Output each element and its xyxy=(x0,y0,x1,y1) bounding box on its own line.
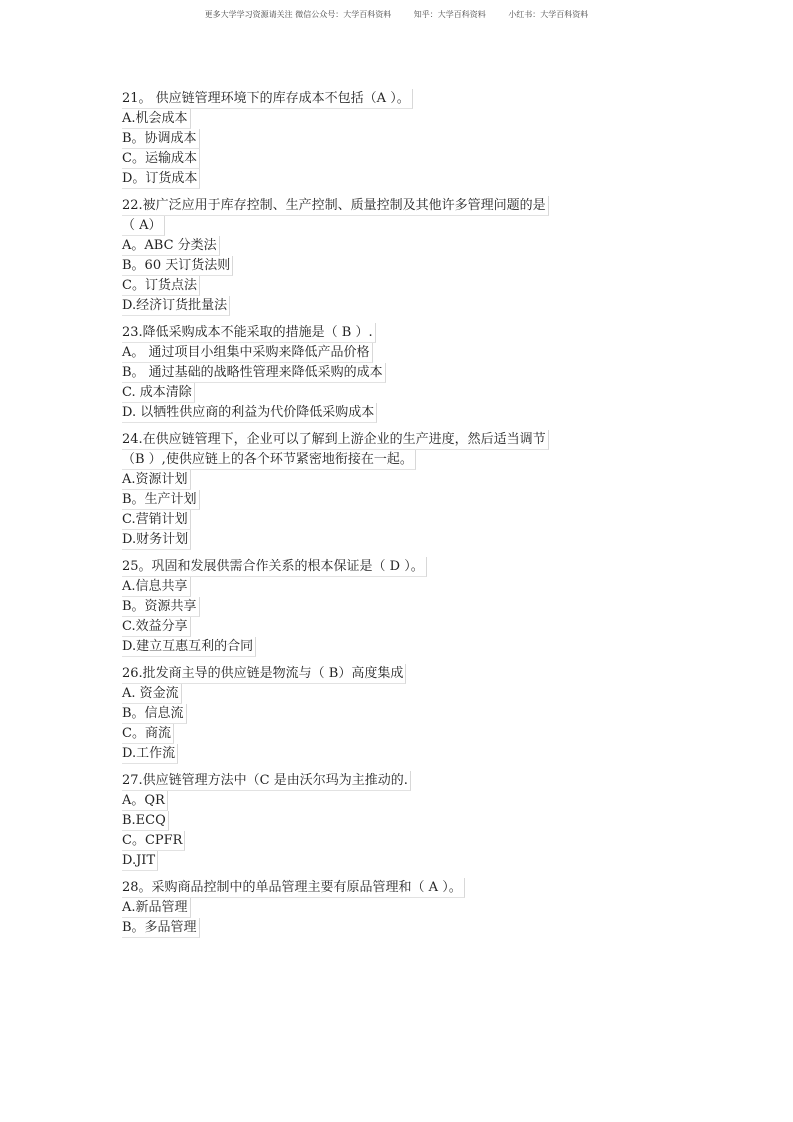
option-c: C。CPFR xyxy=(122,831,185,851)
option-a: A。ABC 分类法 xyxy=(122,236,220,256)
option-c: C。商流 xyxy=(122,724,174,744)
question-26 xyxy=(122,664,602,764)
option-b: B。协调成本 xyxy=(122,129,200,149)
question-24 xyxy=(122,430,602,550)
option-d: D.经济订货批量法 xyxy=(122,296,230,316)
option-c: C。订货点法 xyxy=(122,276,200,296)
question-text-cont: （ A） xyxy=(122,216,165,236)
option-c: C.效益分享 xyxy=(122,617,191,637)
page-header xyxy=(0,9,793,20)
option-c: C.营销计划 xyxy=(122,510,191,530)
header-wechat: 更多大学学习资源请关注 微信公众号：大学百科资料 xyxy=(204,10,392,19)
question-25 xyxy=(122,557,602,657)
question-27 xyxy=(122,771,602,871)
option-c: C。运输成本 xyxy=(122,149,200,169)
header-zhihu: 知乎：大学百科资料 xyxy=(413,10,486,19)
option-b: B.ECQ xyxy=(122,811,169,831)
question-22 xyxy=(122,196,602,316)
question-text: 25。巩固和发展供需合作关系的根本保证是（ D ）。 xyxy=(122,557,427,577)
option-b: B。资源共享 xyxy=(122,597,200,617)
option-a: A.信息共享 xyxy=(122,577,191,597)
option-d: D。订货成本 xyxy=(122,169,200,189)
option-b: B。信息流 xyxy=(122,704,187,724)
question-23 xyxy=(122,323,602,423)
option-d: D. 以牺牲供应商的利益为代价降低采购成本 xyxy=(122,403,377,423)
question-text: 22.被广泛应用于库存控制、生产控制、质量控制及其他许多管理问题的是 xyxy=(122,196,549,216)
option-c: C. 成本清除 xyxy=(122,383,195,403)
question-text: 28。采购商品控制中的单品管理主要有原品管理和（ A ）。 xyxy=(122,878,465,898)
option-d: D.工作流 xyxy=(122,744,178,764)
option-b: B。 通过基础的战略性管理来降低采购的成本 xyxy=(122,363,386,383)
option-d: D.财务计划 xyxy=(122,530,191,550)
question-21 xyxy=(122,89,602,189)
question-text: 27.供应链管理方法中（C 是由沃尔玛为主推动的. xyxy=(122,771,411,791)
option-d: D.建立互惠互利的合同 xyxy=(122,637,256,657)
question-text: 23.降低采购成本不能采取的措施是（ B ）. xyxy=(122,323,376,343)
question-text: 21。 供应链管理环境下的库存成本不包括（A ）。 xyxy=(122,89,413,109)
question-text: 26.批发商主导的供应链是物流与（ B）高度集成 xyxy=(122,664,406,684)
option-a: A。 通过项目小组集中采购来降低产品价格 xyxy=(122,343,373,363)
question-text: 24.在供应链管理下，企业可以了解到上游企业的生产进度，然后适当调节 xyxy=(122,430,549,450)
option-a: A. 资金流 xyxy=(122,684,182,704)
option-b: B。60 天订货法则 xyxy=(122,256,233,276)
question-28 xyxy=(122,878,602,938)
question-text-cont: （B ）,使供应链上的各个环节紧密地衔接在一起。 xyxy=(122,450,416,470)
option-d: D.JIT xyxy=(122,851,158,871)
option-a: A.机会成本 xyxy=(122,109,191,129)
option-a: A.新品管理 xyxy=(122,898,191,918)
question-list xyxy=(122,89,602,938)
option-a: A.资源计划 xyxy=(122,470,191,490)
option-a: A。QR xyxy=(122,791,168,811)
header-xiaohongshu: 小红书：大学百科资料 xyxy=(508,10,589,19)
option-b: B。生产计划 xyxy=(122,490,200,510)
option-b: B。多品管理 xyxy=(122,918,200,938)
